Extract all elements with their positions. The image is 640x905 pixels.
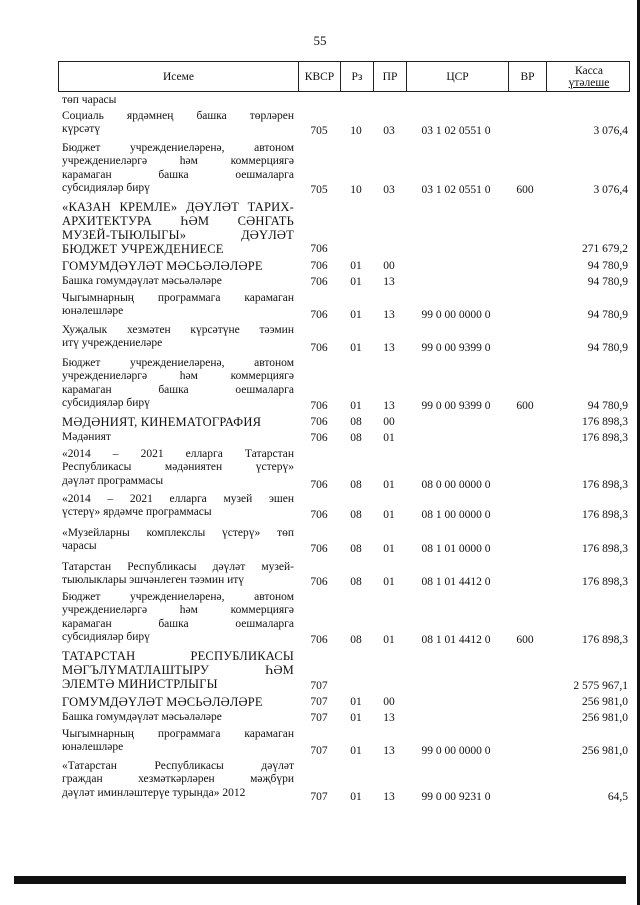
row-csr: 08 1 01 4412 0: [421, 634, 491, 646]
row-name-line: итү учреждениеләре: [62, 337, 163, 350]
row-name-line: БЮДЖЕТ УЧРЕЖДЕНИЕСЕ: [62, 242, 224, 256]
row-name-line: Чыгымнарның программага карамаган: [62, 728, 294, 740]
row-kvsr: 706: [310, 416, 328, 428]
row-sum: 176 898,3: [582, 543, 628, 555]
row-rz: 08: [350, 543, 362, 555]
row-kvsr: 706: [310, 260, 328, 272]
row-name: [62, 357, 294, 411]
table-row: [62, 649, 628, 693]
table-row: [62, 711, 628, 725]
row-name-line: Бюджет учреждениеләренә, автоном: [62, 357, 294, 369]
row-vr: 600: [516, 400, 534, 412]
row-pr: 01: [383, 543, 395, 555]
row-csr: 08 1 01 0000 0: [421, 543, 491, 555]
row-sum: 176 898,3: [582, 634, 628, 646]
row-name-line: Хуҗалык хезмәтен күрсәтүне тәэмин: [62, 324, 294, 336]
table-row: [62, 431, 628, 445]
row-name-line: Татарстан Республикасы дәүләт музей-: [62, 561, 294, 573]
row-name: [62, 728, 294, 755]
row-rz: 01: [350, 696, 362, 708]
row-name-line: дәүләт программасы: [62, 474, 164, 487]
row-kvsr: 706: [310, 634, 328, 646]
row-name-line: «Музейларны комплекслы үстерү» төп: [62, 527, 294, 539]
row-kvsr: 706: [310, 243, 328, 255]
row-csr: 08 0 00 0000 0: [421, 479, 491, 491]
table-row: [62, 292, 628, 322]
row-kvsr: 706: [310, 400, 328, 412]
table-row: [62, 760, 628, 804]
row-csr: 99 0 00 0000 0: [421, 745, 491, 757]
row-pr: 00: [383, 416, 395, 428]
row-sum: 94 780,9: [587, 309, 628, 321]
row-sum: 94 780,9: [587, 400, 628, 412]
row-rz: 01: [350, 400, 362, 412]
row-sum: 94 780,9: [587, 276, 628, 288]
row-kvsr: 707: [310, 712, 328, 724]
row-sum: 64,5: [607, 791, 628, 803]
row-name-line: «2014 – 2021 елларга музей эшен: [62, 493, 294, 505]
row-pr: 01: [383, 634, 395, 646]
row-pr: 00: [383, 260, 395, 272]
row-pr: 13: [383, 745, 395, 757]
row-name-line: АРХИТЕКТУРА ҺӘМ СӘНГАТЬ: [62, 214, 294, 228]
row-pr: 13: [383, 400, 395, 412]
row-sum: 176 898,3: [582, 479, 628, 491]
row-name-line: карамаган башка оешмаларга: [62, 617, 294, 630]
row-vr: 600: [516, 634, 534, 646]
row-name: [62, 760, 294, 800]
table-row: [62, 259, 628, 273]
row-name: [62, 110, 294, 137]
row-name-line: Бюджет учреждениеләренә, автоном: [62, 142, 294, 154]
table-row: [62, 527, 628, 556]
header-name: Исеме: [59, 62, 299, 91]
row-sum: 2 575 967,1: [573, 680, 628, 692]
row-name: [62, 527, 294, 554]
row-name: [62, 493, 294, 520]
row-sum: 256 981,0: [582, 696, 628, 708]
table-row: [62, 200, 628, 256]
row-name-line: ТАТАРСТАН РЕСПУБЛИКАСЫ: [62, 649, 294, 663]
row-sum: 256 981,0: [582, 745, 628, 757]
header-pr: ПР: [374, 62, 407, 91]
row-kvsr: 707: [310, 791, 328, 803]
row-rz: 01: [350, 309, 362, 321]
row-rz: 08: [350, 479, 362, 491]
row-name: [62, 649, 294, 691]
row-name-line: күрсәтү: [62, 123, 101, 136]
row-name: [62, 711, 294, 724]
row-name-line: ГОМУМДӘҮЛӘТ МӘСЬӘЛӘЛӘРЕ: [62, 259, 263, 273]
row-kvsr: 706: [310, 543, 328, 555]
header-kassa-line2: үтәлеше: [568, 76, 610, 89]
row-pr: 01: [383, 432, 395, 444]
row-sum: 176 898,3: [582, 509, 628, 521]
table-row: [62, 728, 628, 758]
row-kvsr: 707: [310, 696, 328, 708]
row-pr: 01: [383, 479, 395, 491]
row-vr: 600: [516, 184, 534, 196]
row-sum: 3 076,4: [593, 125, 628, 137]
row-name: [62, 94, 294, 107]
scan-border-bottom: [14, 876, 626, 884]
row-csr: 99 0 00 9399 0: [421, 400, 491, 412]
row-name-line: Республикасы мәдәниятен үстерү»: [62, 461, 294, 474]
row-csr: 03 1 02 0551 0: [421, 184, 491, 196]
row-name-line: юнәлешләре: [62, 741, 124, 754]
row-rz: 01: [350, 712, 362, 724]
row-name: [62, 292, 294, 319]
row-name-line: чарасы: [62, 540, 97, 553]
row-kvsr: 707: [310, 680, 328, 692]
table-row: [62, 110, 628, 138]
row-name: [62, 448, 294, 488]
row-csr: 03 1 02 0551 0: [421, 125, 491, 137]
row-kvsr: 707: [310, 745, 328, 757]
row-name: [62, 200, 294, 256]
row-csr: 99 0 00 9231 0: [421, 791, 491, 803]
row-kvsr: 706: [310, 309, 328, 321]
row-kvsr: 706: [310, 509, 328, 521]
row-name-line: төп чарасы: [62, 94, 117, 106]
row-name-line: ЭЛЕМТӘ МИНИСТРЛЫГЫ: [62, 677, 218, 691]
row-name-line: Чыгымнарның программага карамаган: [62, 292, 294, 304]
row-name-line: карамаган башка оешмаларга: [62, 383, 294, 396]
row-kvsr: 706: [310, 276, 328, 288]
row-name-line: граждан хезмәткәрләрен мәҗбүри: [62, 773, 294, 786]
header-kvsr: КВСР: [299, 62, 341, 91]
row-name-line: МӘДӘНИЯТ, КИНЕМАТОГРАФИЯ: [62, 415, 262, 429]
table-row: [62, 142, 628, 197]
row-rz: 08: [350, 416, 362, 428]
table-row: [62, 561, 628, 589]
row-rz: 01: [350, 260, 362, 272]
table-header: [58, 61, 630, 92]
header-kassa-line1: Касса: [574, 64, 604, 77]
row-name-line: Мәдәният: [62, 431, 111, 443]
table-row: [62, 275, 628, 289]
row-pr: 03: [383, 125, 395, 137]
row-pr: 13: [383, 342, 395, 354]
row-rz: 01: [350, 791, 362, 803]
row-rz: 10: [350, 125, 362, 137]
table-row: [62, 94, 628, 107]
row-name: [62, 259, 294, 273]
page-number: 55: [313, 33, 327, 48]
row-pr: 00: [383, 696, 395, 708]
row-csr: 08 1 00 0000 0: [421, 509, 491, 521]
row-name-line: МУЗЕЙ-ТЫЮЛЫГЫ» ДӘҮЛӘТ: [62, 228, 294, 242]
row-pr: 03: [383, 184, 395, 196]
row-name: [62, 431, 294, 444]
row-kvsr: 706: [310, 342, 328, 354]
row-name-line: ГОМУМДӘҮЛӘТ МӘСЬӘЛӘЛӘРЕ: [62, 695, 263, 709]
row-pr: 01: [383, 509, 395, 521]
row-name: [62, 275, 294, 288]
row-name-line: Башка гомумдәүләт мәсьәләләре: [62, 275, 222, 287]
table-row: [62, 591, 628, 647]
table-row: [62, 415, 628, 429]
row-name: [62, 142, 294, 196]
header-kassa: [547, 62, 631, 91]
row-sum: 176 898,3: [582, 576, 628, 588]
row-name-line: юнәлешләре: [62, 305, 124, 318]
row-kvsr: 705: [310, 125, 328, 137]
row-name: [62, 561, 294, 588]
row-name-line: учреждениеләргә һәм коммерциягә: [62, 155, 294, 168]
row-sum: 176 898,3: [582, 432, 628, 444]
row-kvsr: 706: [310, 479, 328, 491]
row-name-line: субсидияләр бирү: [62, 397, 150, 410]
row-pr: 13: [383, 791, 395, 803]
row-name-line: субсидияләр бирү: [62, 631, 150, 644]
row-kvsr: 705: [310, 184, 328, 196]
row-name-line: учреждениеләргә һәм коммерциягә: [62, 604, 294, 617]
row-name-line: Социаль ярдәмнең башка төрләрен: [62, 110, 294, 122]
row-name-line: дәүләт иминләштерүе турында» 2012: [62, 786, 246, 799]
row-rz: 08: [350, 509, 362, 521]
row-rz: 01: [350, 342, 362, 354]
row-name-line: үстерү» ярдәмче программасы: [62, 506, 212, 519]
row-kvsr: 706: [310, 432, 328, 444]
row-csr: 99 0 00 9399 0: [421, 342, 491, 354]
row-name: [62, 415, 294, 429]
row-rz: 01: [350, 745, 362, 757]
row-rz: 08: [350, 634, 362, 646]
row-csr: 99 0 00 0000 0: [421, 309, 491, 321]
row-rz: 08: [350, 576, 362, 588]
row-rz: 01: [350, 276, 362, 288]
row-csr: 08 1 01 4412 0: [421, 576, 491, 588]
row-sum: 3 076,4: [593, 184, 628, 196]
row-kvsr: 706: [310, 576, 328, 588]
row-pr: 13: [383, 309, 395, 321]
table-row: [62, 695, 628, 709]
row-name-line: карамаган башка оешмаларга: [62, 168, 294, 181]
row-pr: 01: [383, 576, 395, 588]
table-row: [62, 324, 628, 355]
row-name-line: субсидияләр бирү: [62, 182, 150, 195]
row-name-line: «Татарстан Республикасы дәүләт: [62, 760, 294, 772]
table-row: [62, 448, 628, 492]
row-sum: 256 981,0: [582, 712, 628, 724]
row-sum: 94 780,9: [587, 342, 628, 354]
row-name-line: МӘГЪЛҮМАТЛАШТЫРУ ҺӘМ: [62, 663, 294, 677]
row-name-line: «2014 – 2021 елларга Татарстан: [62, 448, 294, 460]
row-name-line: тыюлыклары эшчәнлеген тәэмин итү: [62, 574, 245, 587]
row-name-line: «КАЗАН КРЕМЛЕ» ДӘҮЛӘТ ТАРИХ-: [62, 200, 294, 214]
row-name: [62, 695, 294, 709]
table-row: [62, 493, 628, 522]
row-rz: 10: [350, 184, 362, 196]
header-rz: Рз: [341, 62, 374, 91]
row-name-line: Бюджет учреждениеләренә, автоном: [62, 591, 294, 603]
header-vr: ВР: [509, 62, 547, 91]
header-csr: ЦСР: [407, 62, 509, 91]
row-pr: 13: [383, 276, 395, 288]
row-pr: 13: [383, 712, 395, 724]
row-sum: 94 780,9: [587, 260, 628, 272]
table-row: [62, 357, 628, 413]
row-name: [62, 591, 294, 645]
row-name-line: Башка гомумдәүләт мәсьәләләре: [62, 711, 222, 723]
row-rz: 08: [350, 432, 362, 444]
row-sum: 271 679,2: [582, 243, 628, 255]
row-sum: 176 898,3: [582, 416, 628, 428]
row-name-line: учреждениеләргә һәм коммерциягә: [62, 370, 294, 383]
row-name: [62, 324, 294, 351]
